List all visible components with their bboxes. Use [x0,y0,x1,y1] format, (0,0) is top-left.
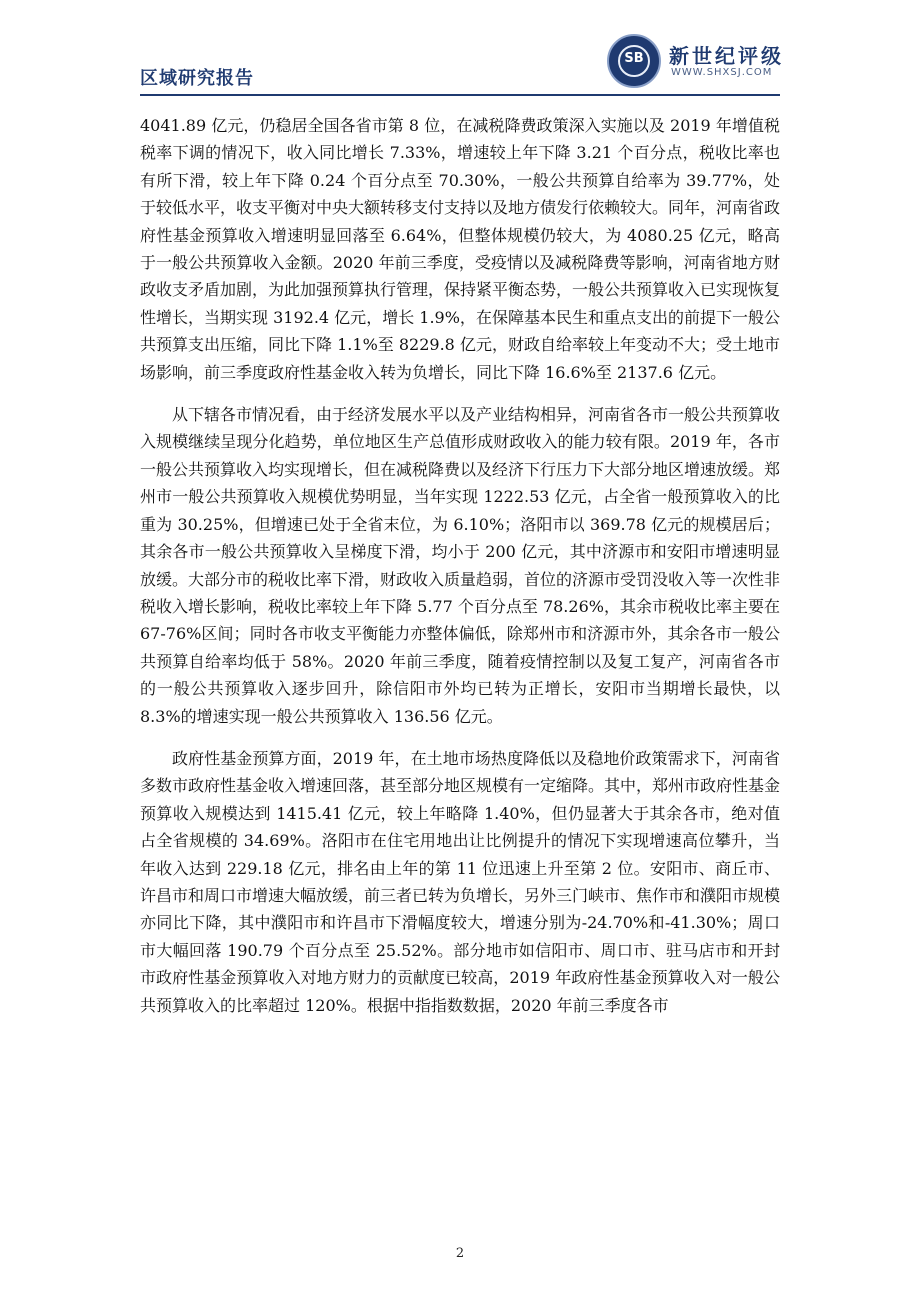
logo-company-name: 新世纪评级 [669,44,784,68]
paragraph-fiscal-overview: 4041.89 亿元，仍稳居全国各省市第 8 位，在减税降费政策深入实施以及 2019 年增值税税率下调的情况下，收入同比增长 7.33%，增速较上年下降 3.21 个百分点，税收比率也有所下滑，较上年下降 0.24 个百分点至 70.30%，一般公共预算自给率为 39.77%，处于较低水平，收支平衡对中央大额转移支付支持以及地方债发行依赖较大。同年，河南省政府性基金预算收入增速明显回落至 6.64%，但整体规模仍较大，为 4080.25 亿元，略高于一般公共预算收入金额。2020 年前三季度，受疫情以及减税降费等影响，河南省地方财政收支矛盾加剧，为此加强预算执行管理，保持紧平衡态势，一般公共预算收入已实现恢复性增长，当期实现 3192.4 亿元，增长 1.9%，在保障基本民生和重点支出的前提下一般公共预算支出压缩，同比下降 1.1%至 8229.8 亿元，财政自给率较上年变动不大；受土地市场影响，前三季度政府性基金收入转为负增长，同比下降 16.6%至 2137.6 亿元。 [140,116,781,382]
paragraph-city-breakdown: 从下辖各市情况看，由于经济发展水平以及产业结构相异，河南省各市一般公共预算收入规模继续呈现分化趋势，单位地区生产总值形成财政收入的能力较有限。2019 年，各市一般公共预算收入均实现增长，但在减税降费以及经济下行压力下大部分地区增速放缓。郑州市一般公共预算收入规模优势明显，当年实现 1222.53 亿元，占全省一般预算收入的比重为 30.25%，但增速已处于全省末位，为 6.10%；洛阳市以 369.78 亿元的规模居后；其余各市一般公共预算收入呈梯度下滑，均小于 200 亿元，其中济源市和安阳市增速明显放缓。大部分市的税收比率下滑，财政收入质量趋弱，首位的济源市受罚没收入等一次性非税收入增长影响，税收比率较上年下降 5.77 个百分点至 78.26%，其余市税收比率主要在 67-76%区间；同时各市收支平衡能力亦整体偏低，除郑州市和济源市外，其余各市一般公共预算自给率均低于 58%。2020 年前三季度，随着疫情控制以及复工复产，河南省各市的一般公共预算收入逐步回升，除信阳市外均已转为正增长，安阳市当期增长最快，以 8.3%的增速实现一般公共预算收入 136.56 亿元。 [140,405,781,726]
logo-seal-icon [607,34,661,88]
report-category-title: 区域研究报告 [140,68,254,89]
header-divider [140,94,780,96]
page-number: 2 [455,1246,465,1261]
logo-seal-letters: SB [624,51,644,66]
paragraph-government-fund: 政府性基金预算方面，2019 年，在土地市场热度降低以及稳地价政策需求下，河南省多数市政府性基金收入增速回落，甚至部分地区规模有一定缩降。其中，郑州市政府性基金预算收入规模达到 1415.41 亿元，较上年略降 1.40%，但仍显著大于其余各市，绝对值占全省规模的 34.69%。洛阳市在住宅用地出让比例提升的情况下实现增速高位攀升，当年收入达到 229.18 亿元，排名由上年的第 11 位迅速上升至第 2 位。安阳市、商丘市、许昌市和周口市增速大幅放缓，前三者已转为负增长，另外三门峡市、焦作市和濮阳市规模亦同比下降，其中濮阳市和许昌市下滑幅度较大，增速分别为-24.70%和-41.30%；周口市大幅回落 190.79 个百分点至 25.52%。部分地市如信阳市、周口市、驻马店市和开封市政府性基金预算收入对地方财力的贡献度已较高，2019 年政府性基金预算收入对一般公共预算收入的比率超过 120%。根据中指指数数据，2020 年前三季度各市 [140,748,781,1015]
logo-website: WWW.SHXSJ.COM [671,67,773,78]
document-body [140,112,780,1019]
company-logo [607,34,787,90]
